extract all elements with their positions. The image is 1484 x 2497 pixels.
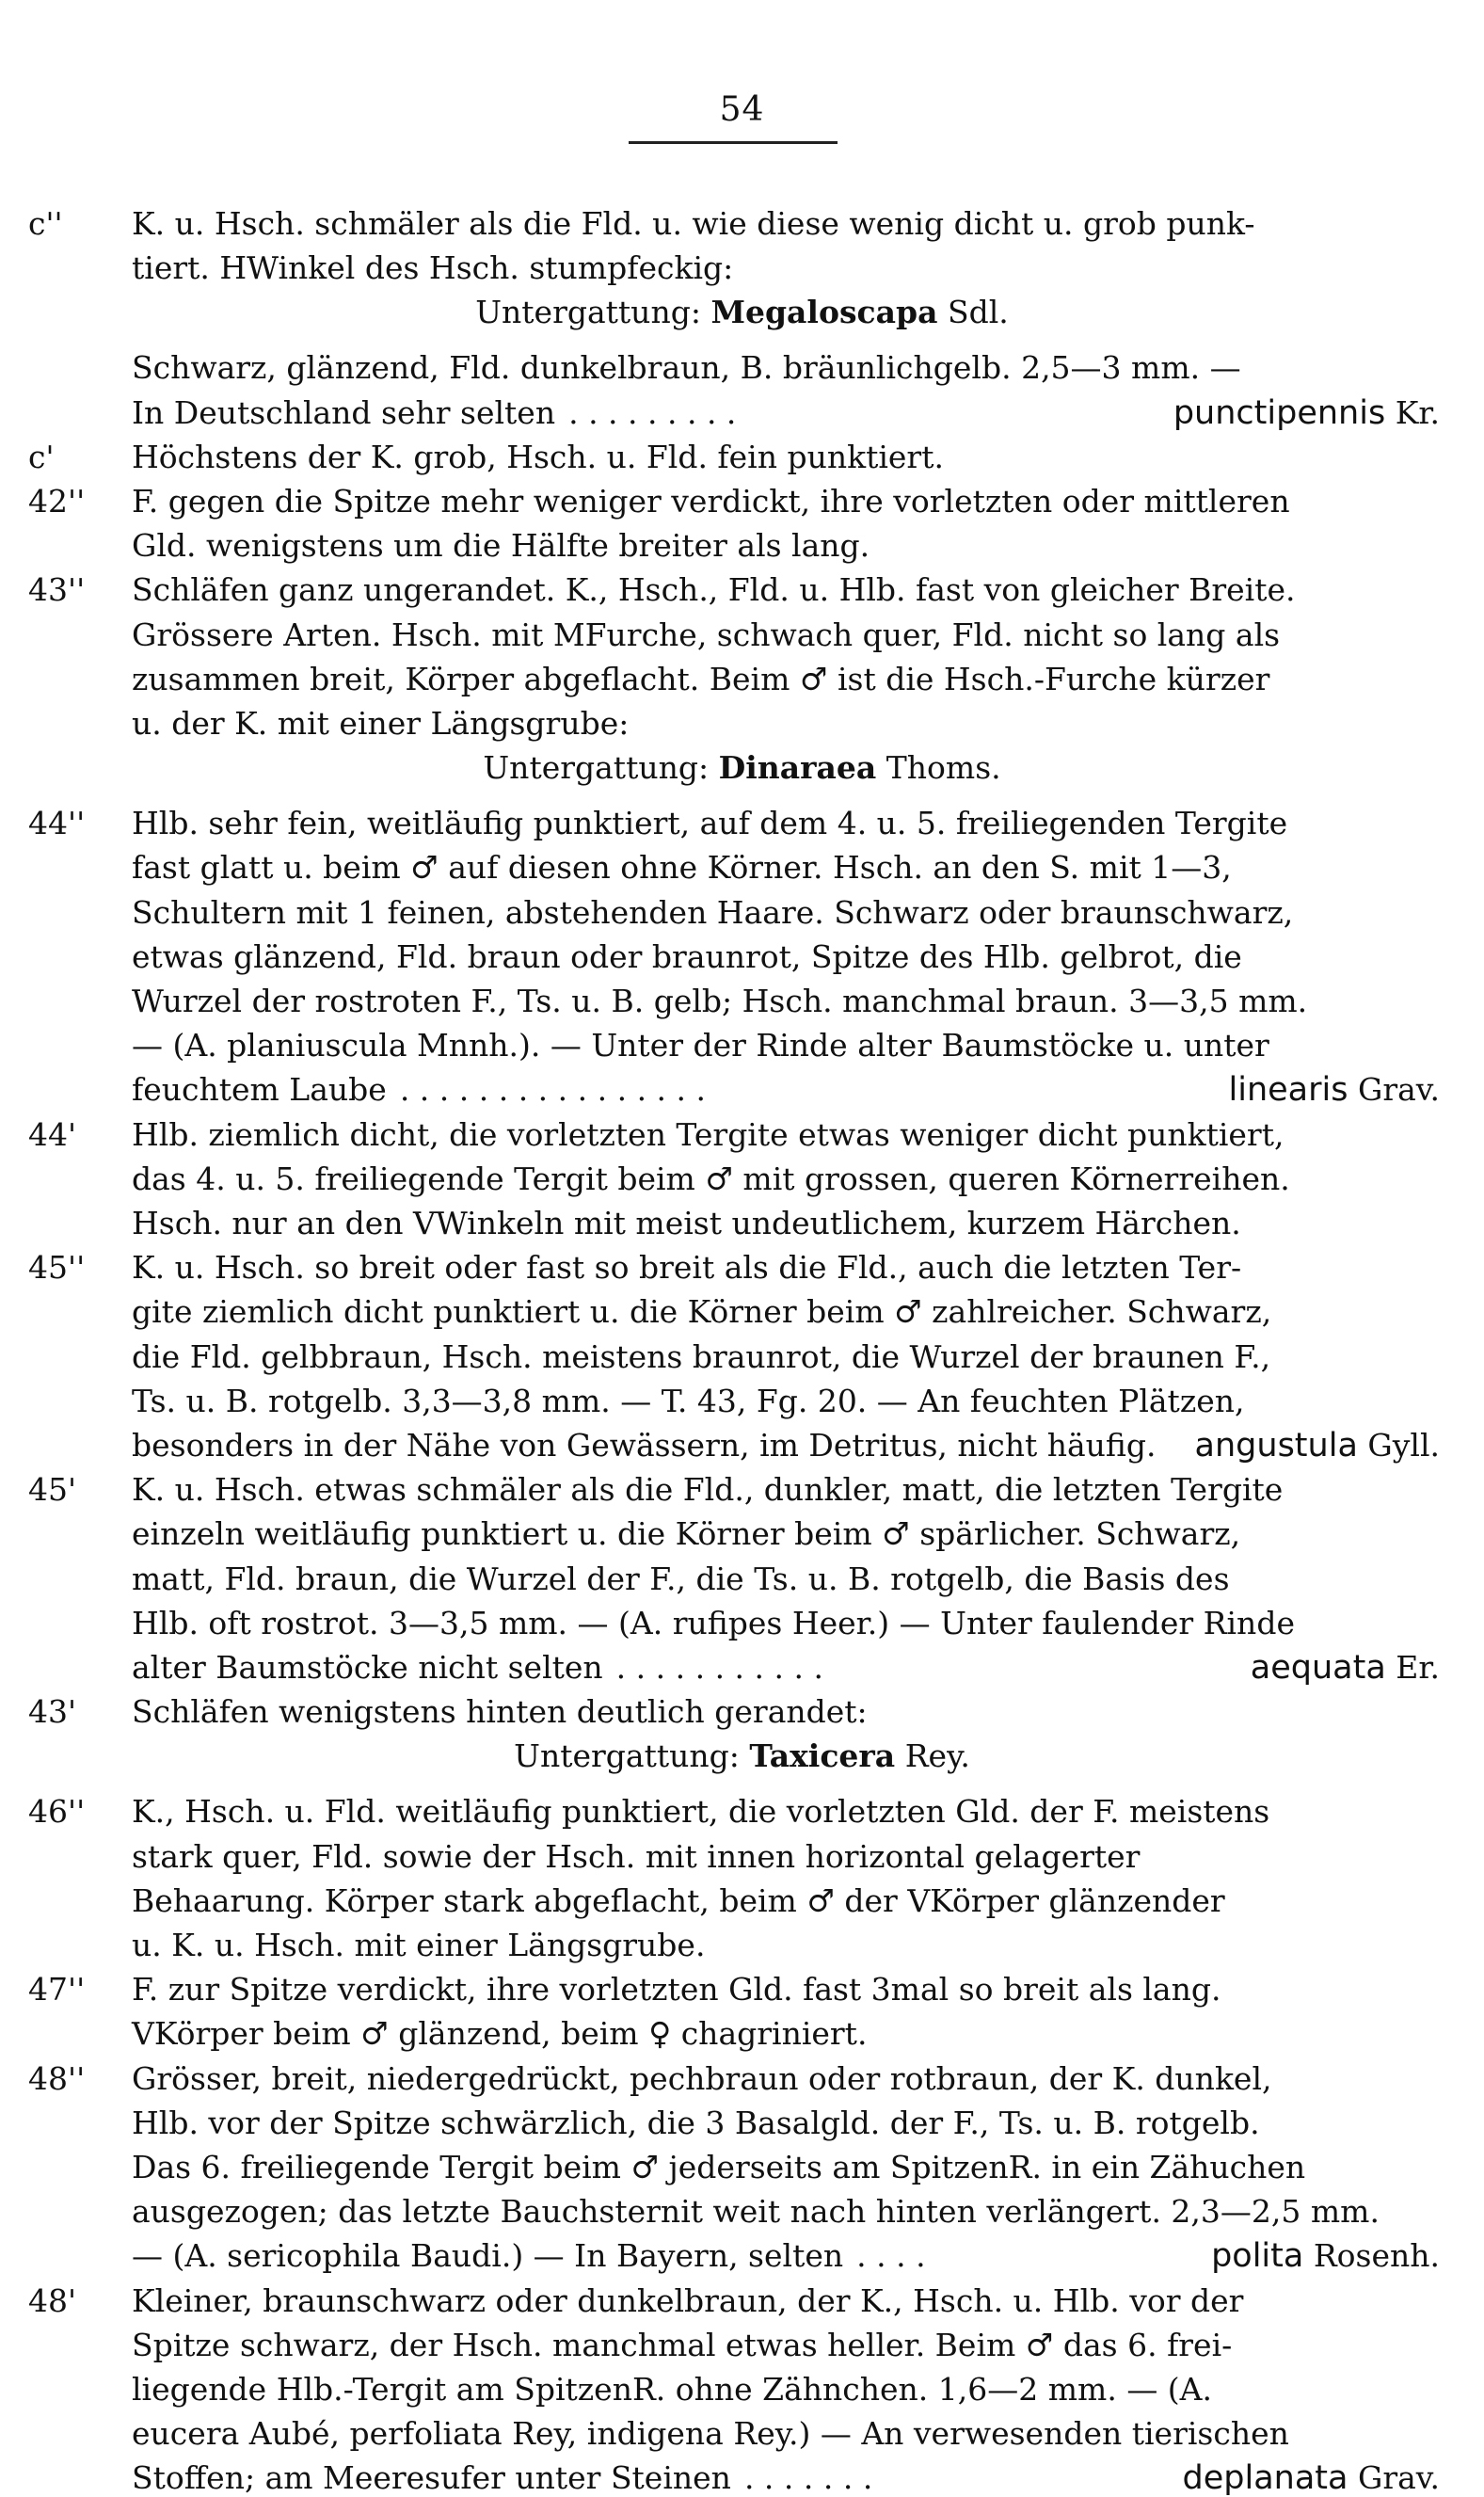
couplet-label: 44' xyxy=(28,1115,77,1153)
subgenus-author: Sdl. xyxy=(947,294,1009,331)
text-line: eucera Aubé, perfoliata Rey, indigena Rey.) — An verwesenden tierischen xyxy=(132,2415,1289,2453)
subgenus-heading xyxy=(0,294,1484,330)
text-line: Grössere Arten. Hsch. mit MFurche, schwach quer, Fld. nicht so lang als xyxy=(132,616,1281,653)
text-line: stark quer, Fld. sowie der Hsch. mit innen horizontal gelagerter xyxy=(132,1837,1141,1875)
couplet-label: 43' xyxy=(28,1693,77,1731)
couplet-label: 44'' xyxy=(28,805,86,842)
text-line: u. K. u. Hsch. mit einer Längsgrube. xyxy=(132,1927,706,1963)
text-line: Schläfen wenigstens hinten deutlich gerandet: xyxy=(132,1693,868,1731)
text-line: Gld. wenigstens um die Hälfte breiter als lang. xyxy=(132,527,870,565)
couplet-label: 45'' xyxy=(28,1249,86,1287)
text-line: K. u. Hsch. so breit oder fast so breit als die Fld., auch die letzten Ter- xyxy=(132,1249,1242,1287)
species-line xyxy=(132,394,1440,431)
text-line: matt, Fld. braun, die Wurzel der F., die Ts. u. B. rotgelb, die Basis des xyxy=(132,1560,1230,1597)
species-name: aequata xyxy=(1250,1649,1386,1687)
species-name-group xyxy=(1211,2237,1440,2275)
species-line xyxy=(132,1427,1440,1464)
dotted-leader: . . . . . . . xyxy=(743,2459,873,2497)
text-line: die Fld. gelbbraun, Hsch. meistens braunrot, die Wurzel der braunen F., xyxy=(132,1337,1271,1375)
text-line: K., Hsch. u. Fld. weitläufig punktiert, die vorletzten Gld. der F. meistens xyxy=(132,1793,1270,1831)
species-name-group xyxy=(1195,1427,1440,1465)
dotted-leader: . . . . . . . . . . . . . . . . xyxy=(399,1071,706,1109)
couplet-label: 48'' xyxy=(28,2059,86,2097)
subgenus-prefix: Untergattung: xyxy=(483,749,710,787)
subgenus-prefix: Untergattung: xyxy=(514,1737,740,1775)
text-line: Höchstens der K. grob, Hsch. u. Fld. fein punktiert. xyxy=(132,438,944,475)
text-line: Grösser, breit, niedergedrückt, pechbraun oder rotbraun, der K. dunkel, xyxy=(132,2059,1272,2097)
species-line-text: — (A. sericophila Baudi.) — In Bayern, selten xyxy=(132,2237,844,2275)
text-line: VKörper beim ♂ glänzend, beim ♀ chagriniert. xyxy=(132,2015,868,2053)
text-line: liegende Hlb.-Tergit am SpitzenR. ohne Zähnchen. 1,6—2 mm. — (A. xyxy=(132,2371,1213,2408)
text-line: K. u. Hsch. schmäler als die Fld. u. wie diese wenig dicht u. grob punk- xyxy=(132,205,1255,242)
couplet-label: 43'' xyxy=(28,571,86,609)
text-line: gite ziemlich dicht punktiert u. die Körner beim ♂ zahlreicher. Schwarz, xyxy=(132,1293,1272,1331)
text-line: ausgezogen; das letzte Bauchsternit weit nach hinten verlängert. 2,3—2,5 mm. xyxy=(132,2193,1380,2231)
species-author: Rosenh. xyxy=(1313,2237,1440,2275)
species-author: Grav. xyxy=(1357,2459,1440,2497)
text-line: F. zur Spitze verdickt, ihre vorletzten Gld. fast 3mal so breit als lang. xyxy=(132,1971,1221,2009)
text-line: Spitze schwarz, der Hsch. manchmal etwas heller. Beim ♂ das 6. frei- xyxy=(132,2326,1233,2363)
text-line: Hlb. sehr fein, weitläufig punktiert, auf dem 4. u. 5. freiliegenden Tergite xyxy=(132,805,1288,842)
species-line-text: In Deutschland sehr selten xyxy=(132,393,556,431)
text-line: fast glatt u. beim ♂ auf diesen ohne Körner. Hsch. an den S. mit 1—3, xyxy=(132,849,1232,887)
text-line: etwas glänzend, Fld. braun oder braunrot, Spitze des Hlb. gelbrot, die xyxy=(132,937,1242,975)
species-author: Er. xyxy=(1396,1649,1440,1686)
subgenus-prefix: Untergattung: xyxy=(475,294,701,331)
subgenus-heading xyxy=(0,749,1484,786)
species-author: Grav. xyxy=(1357,1071,1440,1109)
species-name-group xyxy=(1173,394,1440,432)
subgenus-name: Megaloscapa xyxy=(710,294,938,331)
species-line xyxy=(132,1071,1440,1108)
couplet-label: 45' xyxy=(28,1471,77,1509)
text-line: einzeln weitläufig punktiert u. die Körner beim ♂ spärlicher. Schwarz, xyxy=(132,1515,1241,1553)
couplet-label: 48' xyxy=(28,2281,77,2319)
species-name: polita xyxy=(1211,2237,1304,2276)
text-line: Schwarz, glänzend, Fld. dunkelbraun, B. bräunlichgelb. 2,5—3 mm. — xyxy=(132,349,1241,387)
species-name: punctipennis xyxy=(1173,393,1386,432)
text-line: Wurzel der rostroten F., Ts. u. B. gelb; Hsch. manchmal braun. 3—3,5 mm. xyxy=(132,983,1308,1019)
text-line: u. der K. mit einer Längsgrube: xyxy=(132,705,630,742)
text-line: Schultern mit 1 feinen, abstehenden Haare. Schwarz oder braunschwarz, xyxy=(132,893,1294,931)
text-line: Schläfen ganz ungerandet. K., Hsch., Fld. u. Hlb. fast von gleicher Breite. xyxy=(132,571,1296,609)
dotted-leader: . . . . . . . . . xyxy=(568,393,737,431)
subgenus-heading xyxy=(0,1737,1484,1774)
couplet-label: 47'' xyxy=(28,1971,86,2009)
dotted-leader: . . . . . . . . . . . xyxy=(615,1649,823,1686)
species-author: Kr. xyxy=(1395,393,1440,431)
page-number-rule xyxy=(629,141,838,144)
text-line: zusammen breit, Körper abgeflacht. Beim ♂ ist die Hsch.-Furche kürzer xyxy=(132,660,1270,697)
species-name-group xyxy=(1183,2459,1440,2497)
couplet-label: c' xyxy=(28,438,55,475)
text-line: Das 6. freiliegende Tergit beim ♂ jederseits am SpitzenR. in ein Zähuchen xyxy=(132,2149,1306,2185)
dotted-leader: . . . . xyxy=(856,2237,926,2275)
species-name-group xyxy=(1251,1649,1440,1687)
text-line: Hsch. nur an den VWinkeln mit meist undeutlichem, kurzem Härchen. xyxy=(132,1205,1241,1241)
species-line-text: feuchtem Laube xyxy=(132,1071,387,1109)
text-line: F. gegen die Spitze mehr weniger verdickt, ihre vorletzten oder mittleren xyxy=(132,483,1290,520)
species-line xyxy=(132,1649,1440,1686)
text-line: tiert. HWinkel des Hsch. stumpfeckig: xyxy=(132,249,734,287)
species-author: Gyll. xyxy=(1367,1427,1440,1464)
species-name-group xyxy=(1229,1071,1441,1109)
subgenus-name: Taxicera xyxy=(749,1737,896,1775)
text-line: das 4. u. 5. freiliegende Tergit beim ♂ mit grossen, queren Körnerreihen. xyxy=(132,1160,1290,1197)
text-line: Ts. u. B. rotgelb. 3,3—3,8 mm. — T. 43, Fg. 20. — An feuchten Plätzen, xyxy=(132,1382,1245,1419)
subgenus-name: Dinaraea xyxy=(718,749,877,787)
species-name: deplanata xyxy=(1182,2459,1348,2497)
text-line: Hlb. vor der Spitze schwärzlich, die 3 Basalgld. der F., Ts. u. B. rotgelb. xyxy=(132,2104,1260,2141)
couplet-label: 46'' xyxy=(28,1793,86,1831)
page-number: 54 xyxy=(719,90,765,129)
text-line: Behaarung. Körper stark abgeflacht, beim ♂ der VKörper glänzender xyxy=(132,1881,1225,1919)
text-line: Hlb. oft rostrot. 3—3,5 mm. — (A. rufipes Heer.) — Unter faulender Rinde xyxy=(132,1604,1295,1641)
text-line: K. u. Hsch. etwas schmäler als die Fld., dunkler, matt, die letzten Tergite xyxy=(132,1471,1284,1509)
species-line xyxy=(132,2459,1440,2496)
text-line: Kleiner, braunschwarz oder dunkelbraun, der K., Hsch. u. Hlb. vor der xyxy=(132,2281,1244,2319)
subgenus-author: Rey. xyxy=(904,1737,970,1775)
text-line: Hlb. ziemlich dicht, die vorletzten Tergite etwas weniger dicht punktiert, xyxy=(132,1115,1285,1153)
species-name: linearis xyxy=(1228,1071,1348,1110)
species-line-text: alter Baumstöcke nicht selten xyxy=(132,1649,603,1686)
text-line: — (A. planiuscula Mnnh.). — Unter der Rinde alter Baumstöcke u. unter xyxy=(132,1027,1269,1064)
species-line-text: besonders in der Nähe von Gewässern, im Detritus, nicht häufig. xyxy=(132,1427,1157,1464)
species-name: angustula xyxy=(1194,1427,1358,1465)
species-line xyxy=(132,2237,1440,2274)
subgenus-author: Thoms. xyxy=(886,749,1001,787)
species-line-text: Stoffen; am Meeresufer unter Steinen xyxy=(132,2459,731,2497)
couplet-label: c'' xyxy=(28,205,63,242)
couplet-label: 42'' xyxy=(28,483,86,520)
